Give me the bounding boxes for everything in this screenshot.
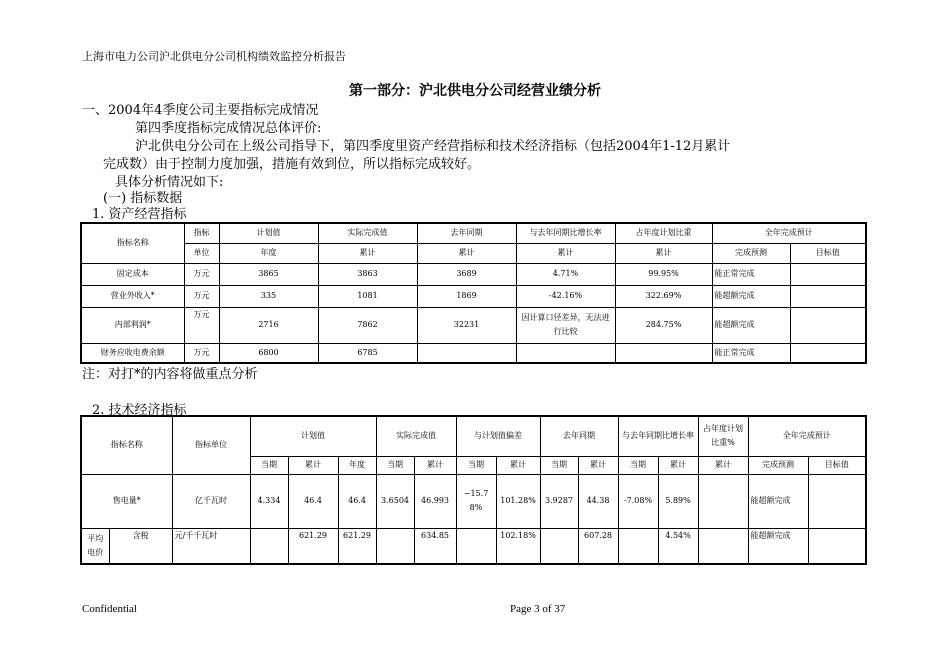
cell: 607.28: [578, 528, 618, 564]
cell: 46.993: [414, 474, 456, 528]
row-unit: 亿千瓦时: [172, 474, 250, 528]
header-indicator-name: 指标名称: [81, 416, 172, 474]
table-row: [81, 528, 866, 564]
header-unit: 单位: [184, 243, 219, 263]
sub-header: 累计: [615, 243, 712, 263]
table-row: [81, 307, 866, 343]
row-name: 营业外收入*: [81, 285, 184, 307]
sub-header: 当期: [618, 456, 658, 474]
analysis-intro: 具体分析情况如下:: [115, 175, 224, 190]
row-unit: 元/千千瓦时: [172, 528, 250, 564]
cell: 335: [219, 285, 318, 307]
header-actual: 实际完成值: [376, 416, 456, 456]
cell: [808, 528, 866, 564]
cell: 因计算口径差异，无法进行比较: [516, 307, 615, 343]
header-actual: 实际完成值: [318, 223, 417, 243]
cell: 3865: [219, 263, 318, 285]
sub-header: 累计: [516, 243, 615, 263]
cell: 能超额完成: [712, 285, 790, 307]
cell: -42.16%: [516, 285, 615, 307]
paragraph-line-2: 完成数）由于控制力度加强，措施有效到位，所以指标完成较好。: [103, 157, 481, 172]
cell: 4.54%: [658, 528, 698, 564]
row-unit: 万元: [184, 285, 219, 307]
header-last-year: 去年同期: [417, 223, 516, 243]
sub-header: 当期: [250, 456, 288, 474]
cell: 4.71%: [516, 263, 615, 285]
table-row: [81, 285, 866, 307]
header-plan: 计划值: [250, 416, 376, 456]
cell: 102.18%: [496, 528, 540, 564]
header-last-year: 去年同期: [540, 416, 618, 456]
cell: [540, 528, 578, 564]
cell: 101.28%: [496, 474, 540, 528]
table-row: [81, 474, 866, 528]
cell: 能超额完成: [712, 307, 790, 343]
sub-header: 累计: [414, 456, 456, 474]
sub-header: 累计: [698, 456, 748, 474]
header-year-forecast: 全年完成预计: [712, 223, 866, 243]
part-title: 第一部分：沪北供电分公司经营业绩分析: [349, 83, 601, 99]
asset-indicators-table: [80, 222, 867, 364]
sub-header: 年度: [338, 456, 376, 474]
item-heading-1: 1. 资产经营指标: [92, 207, 187, 222]
cell: 284.75%: [615, 307, 712, 343]
header-year-forecast: 全年完成预计: [748, 416, 866, 456]
sub-header: 累计: [288, 456, 338, 474]
cell: 3689: [417, 263, 516, 285]
cell: 46.4: [288, 474, 338, 528]
sub-header: 完成预测: [748, 456, 808, 474]
header-growth: 与去年同期比增长率: [516, 223, 615, 243]
cell: 32231: [417, 307, 516, 343]
header-indicator: 指标: [184, 223, 219, 243]
row-unit: 万元: [184, 307, 219, 343]
header-growth: 与去年同期比增长率: [618, 416, 698, 456]
header-plan: 计划值: [219, 223, 318, 243]
cell: [618, 528, 658, 564]
table-row: [81, 263, 866, 285]
cell: [417, 343, 516, 363]
subsection-heading: (一) 指标数据: [103, 191, 183, 206]
cell: 322.69%: [615, 285, 712, 307]
table-row: [81, 343, 866, 363]
cell: 7862: [318, 307, 417, 343]
cell: 44.38: [578, 474, 618, 528]
sub-header: 累计: [496, 456, 540, 474]
footer-page-number: Page 3 of 37: [510, 603, 566, 615]
footer-confidential: Confidential: [82, 603, 137, 615]
section-heading: 一、2004年4季度公司主要指标完成情况: [82, 103, 319, 118]
sub-header: 当期: [376, 456, 414, 474]
cell: [250, 528, 288, 564]
note-text: 注：对打*的内容将做重点分析: [82, 367, 258, 382]
sub-header: 当期: [540, 456, 578, 474]
cell: 621.29: [338, 528, 376, 564]
cell: 能正常完成: [712, 343, 790, 363]
document-header: 上海市电力公司沪北供电分公司机构绩效监控分析报告: [82, 50, 346, 63]
row-unit: 万元: [184, 263, 219, 285]
cell: 99.95%: [615, 263, 712, 285]
evaluation-subtitle: 第四季度指标完成情况总体评价:: [135, 121, 322, 136]
cell: −15.78%: [456, 474, 496, 528]
header-unit: 指标单位: [172, 416, 250, 474]
cell: [698, 528, 748, 564]
cell: [790, 285, 866, 307]
item-heading-2: 2. 技术经济指标: [92, 403, 187, 418]
sub-header: 目标值: [808, 456, 866, 474]
cell: [808, 474, 866, 528]
cell: [456, 528, 496, 564]
cell: 46.4: [338, 474, 376, 528]
row-name: 平均电价: [81, 528, 109, 564]
cell: 6785: [318, 343, 417, 363]
cell: [698, 474, 748, 528]
technical-indicators-table: [80, 415, 867, 565]
sub-header: 累计: [318, 243, 417, 263]
cell: 2716: [219, 307, 318, 343]
cell: [790, 343, 866, 363]
cell: [376, 528, 414, 564]
cell: 5.89%: [658, 474, 698, 528]
row-name: 售电量*: [81, 474, 172, 528]
row-name: 财务应收电费余额: [81, 343, 184, 363]
row-unit: 万元: [184, 343, 219, 363]
header-indicator-name: 指标名称: [81, 223, 184, 263]
cell: 4.334: [250, 474, 288, 528]
cell: 1869: [417, 285, 516, 307]
cell: 能超额完成: [748, 528, 808, 564]
cell: 634.85: [414, 528, 456, 564]
cell: 621.29: [288, 528, 338, 564]
sub-header: 完成预测: [712, 243, 790, 263]
sub-header: 年度: [219, 243, 318, 263]
cell: 能正常完成: [712, 263, 790, 285]
header-plan-ratio: 占年度计划比重: [615, 223, 712, 243]
cell: [615, 343, 712, 363]
cell: [516, 343, 615, 363]
row-name: 内部利润*: [81, 307, 184, 343]
paragraph-line-1: 沪北供电分公司在上级公司指导下，第四季度里资产经营指标和技术经济指标（包括2004年1-12月累计: [135, 139, 731, 154]
header-plan-ratio: 占年度计划比重%: [698, 416, 748, 456]
cell: 1081: [318, 285, 417, 307]
cell: [790, 263, 866, 285]
cell: 3.9287: [540, 474, 578, 528]
cell: 6800: [219, 343, 318, 363]
sub-header: 累计: [417, 243, 516, 263]
sub-header: 当期: [456, 456, 496, 474]
sub-header: 累计: [578, 456, 618, 474]
cell: [790, 307, 866, 343]
cell: 3.6504: [376, 474, 414, 528]
cell: -7.08%: [618, 474, 658, 528]
header-deviation: 与计划值偏差: [456, 416, 540, 456]
sub-header: 目标值: [790, 243, 866, 263]
cell: 能超额完成: [748, 474, 808, 528]
cell: 3863: [318, 263, 417, 285]
row-subname: 含税: [109, 528, 172, 564]
sub-header: 累计: [658, 456, 698, 474]
row-name: 固定成本: [81, 263, 184, 285]
